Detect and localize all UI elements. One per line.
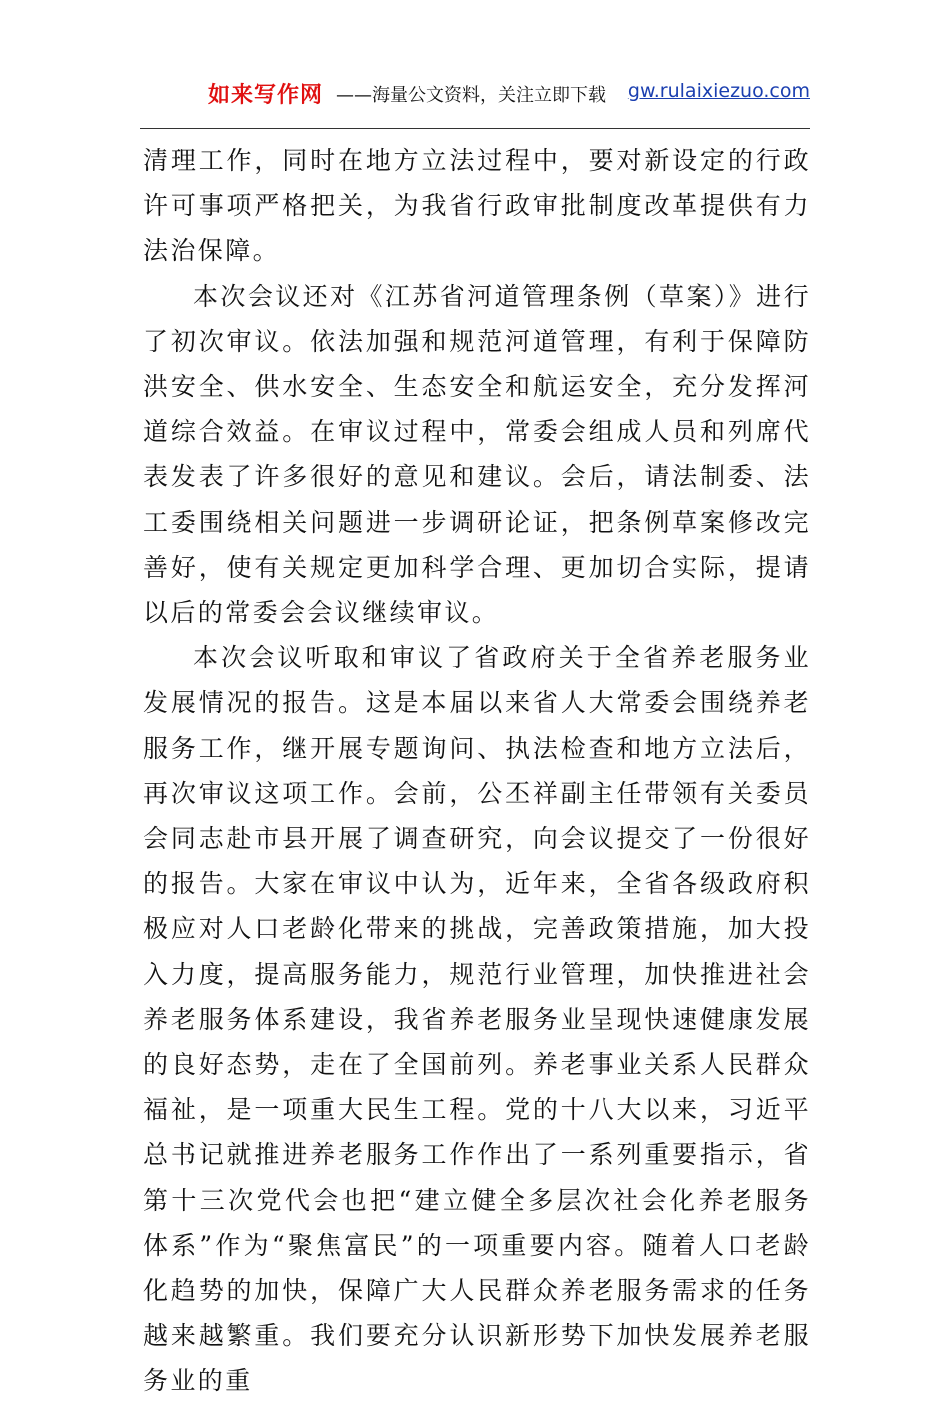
paragraph-elderly-care: 本次会议听取和审议了省政府关于全省养老服务业发展情况的报告。这是本届以来省人大常委会围绕养老服务工作，继开展专题询问、执法检查和地方立法后，再次审议这项工作。会前，公丕祥副主任带领有关委员会同志赴市县开展了调查研究，向会议提交了一份很好的报告。大家在审议中认为，近年来，全省各级政府积极应对人口老龄化带来的挑战，完善政策措施，加大投入力度，提高服务能力，规范行业管理，加快推进社会养老服务体系建设，我省养老服务业呈现快速健康发展的良好态势，走在了全国前列。养老事业关系人民群众福祉，是一项重大民生工程。党的十八大以来，习近平总书记就推进养老服务工作作出了一系列重要指示，省第十三次党代会也把“建立健全多层次社会化养老服务体系”作为“聚焦富民”的一项重要内容。随着人口老龄化趋势的加快，保障广大人民群众养老服务需求的任务越来越繁重。我们要充分认识新形势下加快发展养老服务业的重 bbox=[143, 643, 811, 1396]
header-divider bbox=[140, 128, 810, 129]
page-header bbox=[140, 70, 810, 110]
paragraph-river-regulation: 本次会议还对《江苏省河道管理条例（草案）》进行了初次审议。依法加强和规范河道管理，有利于保障防洪安全、供水安全、生态安全和航运安全，充分发挥河道综合效益。在审议过程中，常委会组成人员和列席代表发表了许多很好的意见和建议。会后，请法制委、法工委围绕相关问题进一步调研论证，把条例草案修改完善好，使有关规定更加科学合理、更加切合实际，提请以后的常委会会议继续审议。 bbox=[143, 281, 811, 628]
paragraph-continued: 清理工作，同时在地方立法过程中，要对新设定的行政许可事项严格把关，为我省行政审批制度改革提供有力法治保障。 bbox=[143, 146, 811, 266]
brand-logo-text[interactable]: 如来写作网 bbox=[208, 83, 324, 108]
site-link[interactable]: gw.rulaixiezuo.com bbox=[627, 80, 810, 102]
document-body bbox=[143, 138, 811, 1404]
header-tagline: ——海量公文资料，关注立即下载 bbox=[336, 85, 606, 106]
